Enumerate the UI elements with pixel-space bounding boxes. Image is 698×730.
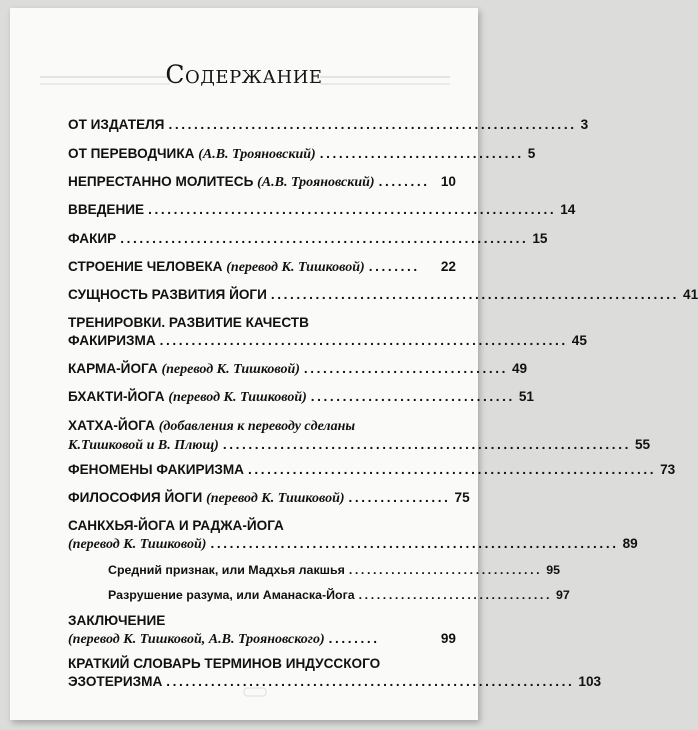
page-number: 97 [556, 588, 570, 602]
page-number: 73 [660, 462, 676, 477]
page-number: 99 [440, 631, 456, 646]
toc-entry: ОТ ПЕРЕВОДЧИКА (А.В. Трояновский) ................................ 5 [68, 146, 536, 162]
toc-entry: ОТ ИЗДАТЕЛЯ ................................................................ 3 [68, 117, 589, 132]
page-number: 41 [683, 287, 698, 302]
page-number: 75 [454, 490, 470, 505]
page-number: 49 [511, 361, 528, 376]
toc-entry: ФАКИР ................................................................ 15 [68, 231, 548, 246]
page-number: 103 [578, 674, 602, 689]
toc-entry: СУЩНОСТЬ РАЗВИТИЯ ЙОГИ ................................................................ 41 [68, 287, 698, 302]
footer-ornament [240, 686, 270, 698]
book-page [10, 8, 698, 720]
toc-entry: ФИЛОСОФИЯ ЙОГИ (перевод К. Тишковой) ................ 75 [68, 490, 470, 506]
toc-entry: БХАКТИ-ЙОГА (перевод К. Тишковой) ................................ 51 [68, 389, 534, 405]
page-number: 5 [527, 146, 536, 161]
toc-entry: ФЕНОМЕНЫ ФАКИРИЗМА ................................................................ 73 [68, 462, 676, 477]
page-number: 55 [634, 437, 651, 452]
toc-entry: КРАТКИЙ СЛОВАРЬ ТЕРМИНОВ ИНДУССКОГО ЭЗОТЕРИЗМА ................................................................ 103 [68, 656, 602, 689]
page-number: 22 [440, 259, 456, 274]
page-title: Содержание [165, 60, 323, 89]
page-number: 14 [560, 202, 576, 217]
toc-entry: СТРОЕНИЕ ЧЕЛОВЕКА (перевод К. Тишковой) ........ 22 [68, 259, 456, 275]
toc-entry: НЕПРЕСТАННО МОЛИТЕСЬ (А.В. Трояновский) ........ 10 [68, 174, 456, 190]
page-number: 89 [622, 536, 638, 551]
page-number: 95 [546, 563, 560, 577]
toc-entry: ЗАКЛЮЧЕНИЕ (перевод К. Тишковой, А.В. Трояновского) ........ 99 [68, 613, 456, 647]
page-number: 10 [440, 174, 456, 189]
toc-entry: САНКХЬЯ-ЙОГА И РАДЖА-ЙОГА (перевод К. Тишковой) ................................................................ 89 [68, 518, 638, 552]
toc-entry: ТРЕНИРОВКИ. РАЗВИТИЕ КАЧЕСТВ ФАКИРИЗМА ................................................................ 45 [68, 315, 587, 348]
toc-entry: ХАТХА-ЙОГА (добавления к переводу сделаны К.Тишковой и В. Плющ) ................................................................ 55 [68, 418, 651, 453]
page-number: 15 [532, 231, 548, 246]
toc-subentry: Средний признак, или Мадхья лакшья ................................ 95 [108, 563, 560, 577]
toc-entry: ВВЕДЕНИЕ ................................................................ 14 [68, 202, 576, 217]
toc-entry: КАРМА-ЙОГА (перевод К. Тишковой) ................................ 49 [68, 361, 528, 377]
page-number: 51 [518, 389, 534, 404]
toc-subentry: Разрушение разума, или Аманаска-Йога ................................ 97 [108, 588, 570, 602]
page-number: 45 [571, 333, 587, 348]
page-number: 3 [580, 117, 589, 132]
